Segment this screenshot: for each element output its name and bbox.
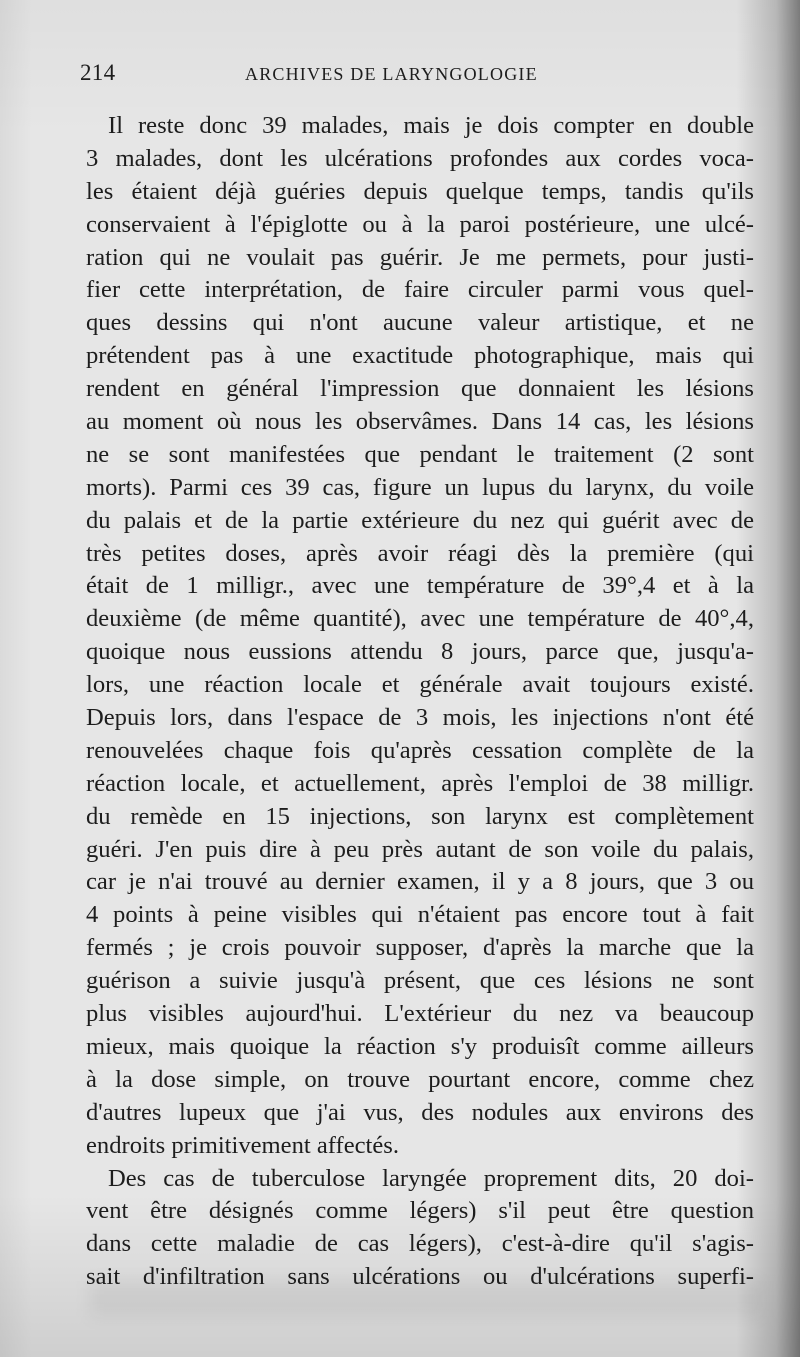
text-line: réaction locale, et actuellement, après l'emploi de 38 milligr. xyxy=(86,769,754,797)
text-line: prétendent pas à une exactitude photographique, mais qui xyxy=(86,342,754,370)
text-line: guérison a suivie jusqu'à présent, que ces lésions ne sont xyxy=(86,967,754,995)
text-line: Il reste donc 39 malades, mais je dois compter en double xyxy=(108,112,754,139)
text-line: Depuis lors, dans l'espace de 3 mois, les injections n'ont été xyxy=(86,704,754,732)
text-line: très petites doses, après avoir réagi dès la première (qui xyxy=(86,539,754,567)
text-line: Des cas de tuberculose laryngée proprement dits, 20 doi- xyxy=(108,1164,754,1192)
text-line: vent être désignés comme légers) s'il peut être question xyxy=(86,1197,754,1225)
text-line: 4 points à peine visibles qui n'étaient pas encore tout à fait xyxy=(86,901,754,929)
text-line: endroits primitivement affectés. xyxy=(86,1131,400,1159)
text-line: les étaient déjà guéries depuis quelque temps, tandis qu'ils xyxy=(86,177,754,205)
text-line: sait d'infiltration sans ulcérations ou d'ulcérations superfi- xyxy=(86,1263,754,1291)
text-line: au moment où nous les observâmes. Dans 14 cas, les lésions xyxy=(86,408,754,436)
text-line: ne se sont manifestées que pendant le traitement (2 sont xyxy=(86,440,754,468)
text-line: à la dose simple, on trouve pourtant encore, comme chez xyxy=(86,1065,754,1093)
text-line: car je n'ai trouvé au dernier examen, il y a 8 jours, que 3 ou xyxy=(86,868,754,896)
text-line: ques dessins qui n'ont aucune valeur artistique, et ne xyxy=(86,309,754,337)
text-line: renouvelées chaque fois qu'après cessation complète de la xyxy=(86,736,754,764)
text-line: lors, une réaction locale et générale avait toujours existé. xyxy=(86,671,754,699)
page-number: 214 xyxy=(80,60,116,85)
running-title: ARCHIVES DE LARYNGOLOGIE xyxy=(245,64,538,84)
page-header xyxy=(80,60,752,90)
text-line: fier cette interprétation, de faire circuler parmi vous quel- xyxy=(86,276,754,304)
text-line: rendent en général l'impression que donnaient les lésions xyxy=(86,375,754,403)
text-line: du palais et de la partie extérieure du nez qui guérit avec de xyxy=(86,506,754,534)
paragraph-2 xyxy=(86,1163,754,1295)
text-line: quoique nous eussions attendu 8 jours, parce que, jusqu'a- xyxy=(86,638,754,666)
text-line: du remède en 15 injections, son larynx est complètement xyxy=(86,802,754,830)
body-text xyxy=(86,110,754,1294)
page-bleed-shadow xyxy=(90,1281,760,1317)
paragraph-1 xyxy=(86,110,754,1163)
text-line: conservaient à l'épiglotte ou à la paroi postérieure, une ulcé- xyxy=(86,210,754,238)
text-line: dans cette maladie de cas légers), c'est-à-dire qu'il s'agis- xyxy=(86,1230,754,1258)
text-line: fermés ; je crois pouvoir supposer, d'après la marche que la xyxy=(86,934,754,962)
text-line: ration qui ne voulait pas guérir. Je me permets, pour justi- xyxy=(86,243,754,271)
text-line: guéri. J'en puis dire à peu près autant de son voile du palais, xyxy=(86,835,754,863)
text-line: morts). Parmi ces 39 cas, figure un lupus du larynx, du voile xyxy=(86,473,754,501)
text-line: deuxième (de même quantité), avec une température de 40°,4, xyxy=(86,605,754,633)
text-line: d'autres lupeux que j'ai vus, des nodules aux environs des xyxy=(86,1098,754,1126)
text-line: 3 malades, dont les ulcérations profondes aux cordes voca- xyxy=(86,144,754,172)
text-line: plus visibles aujourd'hui. L'extérieur du nez va beaucoup xyxy=(86,1000,754,1028)
text-line: mieux, mais quoique la réaction s'y produisît comme ailleurs xyxy=(86,1032,754,1060)
text-line: était de 1 milligr., avec une température de 39°,4 et à la xyxy=(86,572,754,600)
